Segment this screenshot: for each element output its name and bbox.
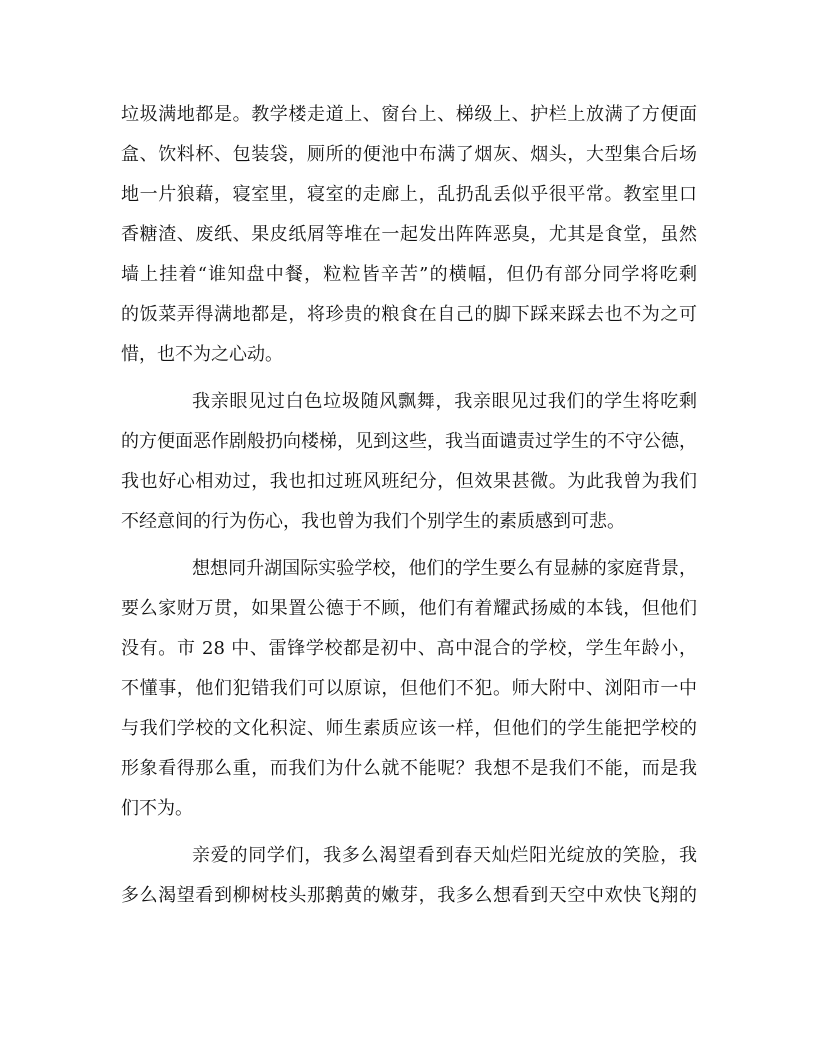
text-line: 要么家财万贯，如果置公德于不顾，他们有着耀武扬威的本钱，但他们 bbox=[121, 598, 697, 619]
text-line: 亲爱的同学们，我多么渴望看到春天灿烂阳光绽放的笑脸，我 bbox=[192, 845, 697, 866]
paragraph-3 bbox=[121, 554, 697, 824]
text-line: 的方便面恶作剧般扔向楼梯，见到这些，我当面谴责过学生的不守公德， bbox=[121, 431, 697, 452]
text-line: 墙上挂着“谁知盘中餐，粒粒皆辛苦”的横幅，但仍有部分同学将吃剩 bbox=[121, 264, 697, 285]
text-line: 不懂事，他们犯错我们可以原谅，但他们不犯。师大附中、浏阳市一中 bbox=[121, 678, 697, 699]
paragraph-4 bbox=[121, 841, 697, 911]
paragraph-1 bbox=[121, 100, 697, 370]
text-line: 不经意间的行为伤心，我也曾为我们个别学生的素质感到可悲。 bbox=[121, 511, 625, 532]
text-line: 们不为。 bbox=[121, 798, 193, 819]
text-line: 香糖渣、废纸、果皮纸屑等堆在一起发出阵阵恶臭，尤其是食堂，虽然 bbox=[121, 224, 697, 245]
text-line: 盒、饮料杯、包装袋，厕所的便池中布满了烟灰、烟头，大型集合后场 bbox=[121, 144, 697, 165]
text-line: 没有。市 28 中、雷锋学校都是初中、高中混合的学校，学生年龄小， bbox=[121, 638, 697, 659]
document-body bbox=[121, 100, 697, 921]
text-line: 多么渴望看到柳树枝头那鹅黄的嫩芽，我多么想看到天空中欢快飞翔的 bbox=[121, 885, 697, 906]
text-line: 与我们学校的文化积淀、师生素质应该一样，但他们的学生能把学校的 bbox=[121, 718, 697, 739]
text-line: 我亲眼见过白色垃圾随风飘舞，我亲眼见过我们的学生将吃剩 bbox=[192, 391, 697, 412]
text-line: 想想同升湖国际实验学校，他们的学生要么有显赫的家庭背景， bbox=[192, 558, 697, 579]
text-line: 惜，也不为之心动。 bbox=[121, 344, 283, 365]
text-line: 垃圾满地都是。教学楼走道上、窗台上、梯级上、护栏上放满了方便面 bbox=[121, 104, 697, 125]
text-line: 地一片狼藉，寝室里，寝室的走廊上，乱扔乱丢似乎很平常。教室里口 bbox=[121, 184, 697, 205]
paragraph-2 bbox=[121, 387, 697, 537]
text-line: 的饭菜弄得满地都是，将珍贵的粮食在自己的脚下踩来踩去也不为之可 bbox=[121, 304, 697, 325]
text-line: 我也好心相劝过，我也扣过班风班纪分，但效果甚微。为此我曾为我们 bbox=[121, 471, 697, 492]
text-line: 形象看得那么重，而我们为什么就不能呢？我想不是我们不能，而是我 bbox=[121, 758, 697, 779]
